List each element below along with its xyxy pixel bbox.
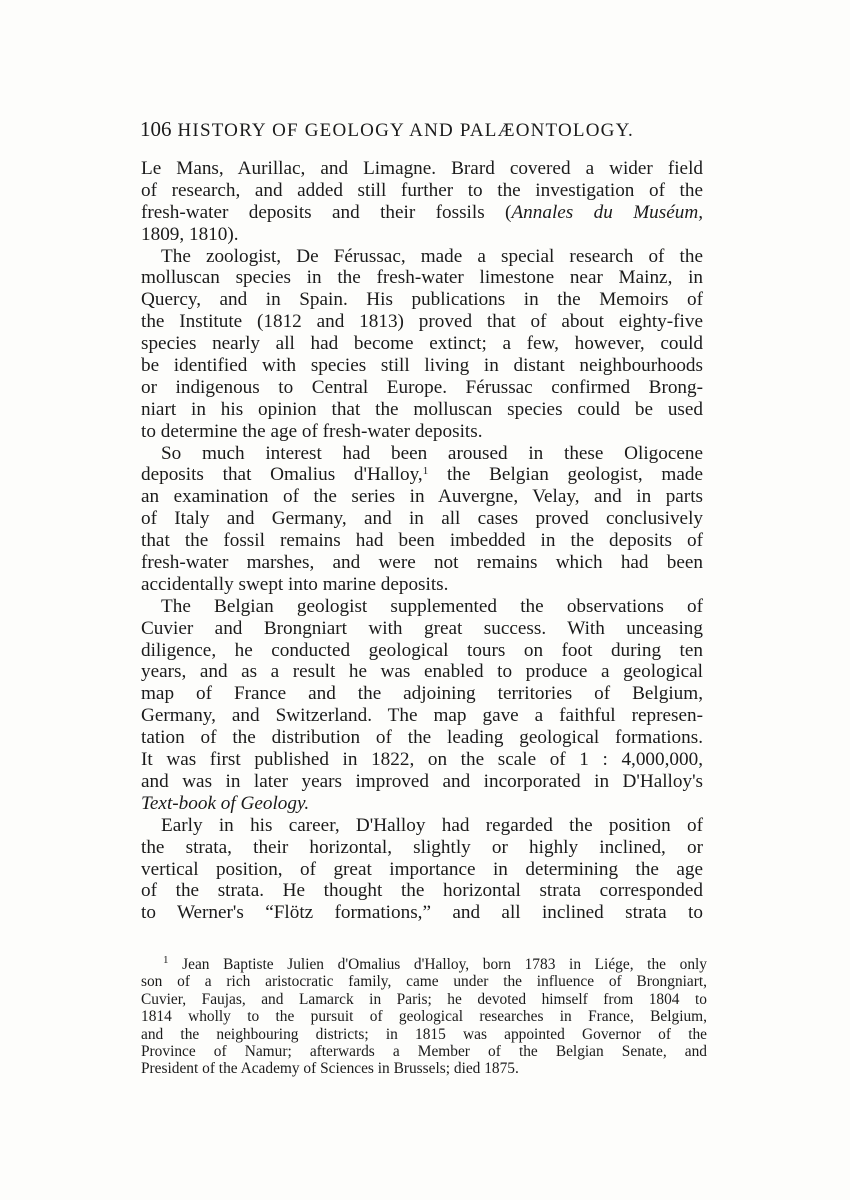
text-fragment: the Belgian geologist, made	[428, 464, 703, 486]
text-line: Quercy, and in Spain. His publications in the Memoirs of	[141, 289, 703, 311]
footnote	[141, 956, 707, 1078]
italic-citation: Annales du Muséum,	[511, 201, 703, 223]
paragraph-start: So much interest had been aroused in these Oligocene	[161, 442, 703, 464]
text-line: diligence, he conducted geological tours on foot during ten	[141, 639, 703, 661]
text-fragment: Jean Baptiste Julien d'Omalius d'Halloy, born 1783 in Liége, the only	[182, 956, 707, 973]
footnote-line	[141, 956, 707, 973]
text-line: that the fossil remains had been imbedded in the deposits of	[141, 530, 703, 552]
text-line: map of France and the adjoining territories of Belgium,	[141, 683, 703, 705]
body-text	[141, 158, 703, 924]
text-line: Cuvier and Brongniart with great success. With unceasing	[141, 617, 703, 639]
text-fragment: deposits that Omalius d'Halloy,	[141, 464, 423, 486]
text-line	[141, 202, 703, 224]
paragraph-start: The Belgian geologist supplemented the observations of	[161, 595, 703, 617]
text-line: Germany, and Switzerland. The map gave a faithful represen-	[141, 705, 703, 727]
text-line: fresh-water marshes, and were not remains which had been	[141, 552, 703, 574]
paragraph-start: Early in his career, D'Halloy had regarded the position of	[161, 814, 703, 836]
footnote-line: and the neighbouring districts; in 1815 was appointed Governor of the	[141, 1025, 707, 1043]
running-head	[140, 117, 720, 143]
text-line: tation of the distribution of the leading geological formations.	[141, 727, 703, 749]
footnote-marker: 1	[163, 954, 169, 966]
text-line: of Italy and Germany, and in all cases proved conclusively	[141, 508, 703, 530]
text-line: to Werner's “Flötz formations,” and all inclined strata to	[141, 902, 703, 924]
footnote-line: President of the Academy of Sciences in Brussels; died 1875.	[141, 1060, 519, 1078]
text-line: species nearly all had become extinct; a few, however, could	[141, 333, 703, 355]
text-line: of research, and added still further to the investigation of the	[141, 179, 703, 201]
text-line: of the strata. He thought the horizontal strata corresponded	[141, 880, 703, 902]
text-line: be identified with species still living in distant neighbourhoods	[141, 355, 703, 377]
text-line: It was first published in 1822, on the scale of 1 : 4,000,000,	[141, 749, 703, 771]
text-line: niart in his opinion that the molluscan species could be used	[141, 398, 703, 420]
italic-book-title: Text-book of Geology.	[141, 792, 310, 814]
text-line: vertical position, of great importance in determining the age	[141, 858, 703, 880]
footnote-line: 1814 wholly to the pursuit of geological researches in France, Belgium,	[141, 1008, 707, 1026]
text-line: years, and as a result he was enabled to produce a geological	[141, 661, 703, 683]
footnote-line: Cuvier, Faujas, and Lamarck in Paris; he devoted himself from 1804 to	[141, 990, 707, 1008]
text-line: or indigenous to Central Europe. Férussac confirmed Brong-	[141, 376, 703, 398]
text-line: to determine the age of fresh-water deposits.	[141, 420, 483, 442]
text-line: and was in later years improved and incorporated in D'Halloy's	[141, 770, 703, 792]
footnote-line: Province of Namur; afterwards a Member of the Belgian Senate, and	[141, 1042, 707, 1060]
text-line: an examination of the series in Auvergne, Velay, and in parts	[141, 486, 703, 508]
footnote-line: son of a rich aristocratic family, came under the influence of Brongniart,	[141, 973, 707, 991]
page-number: 106	[140, 117, 172, 141]
text-line: the strata, their horizontal, slightly or highly inclined, or	[141, 836, 703, 858]
text-line: 1809, 1810).	[141, 223, 239, 245]
paragraph-start: The zoologist, De Férussac, made a special research of the	[161, 245, 703, 267]
text-line	[141, 793, 703, 815]
text-line	[141, 464, 703, 486]
running-title: HISTORY OF GEOLOGY AND PALÆONTOLOGY.	[177, 120, 634, 141]
text-fragment: fresh-water deposits and their fossils (	[141, 201, 512, 223]
text-line: Le Mans, Aurillac, and Limagne. Brard covered a wider field	[141, 158, 703, 179]
footnote-reference[interactable]: 1	[422, 465, 429, 478]
text-line: molluscan species in the fresh-water limestone near Mainz, in	[141, 267, 703, 289]
text-line: the Institute (1812 and 1813) proved that of about eighty-five	[141, 311, 703, 333]
text-line: accidentally swept into marine deposits.	[141, 573, 449, 595]
